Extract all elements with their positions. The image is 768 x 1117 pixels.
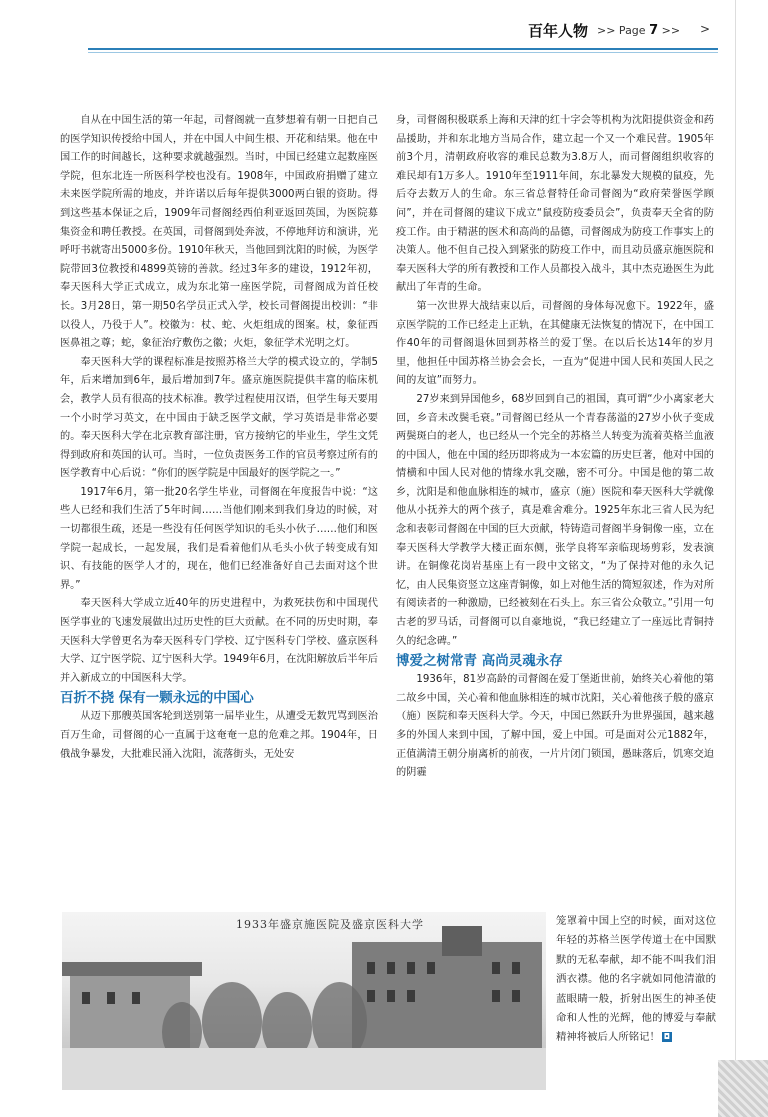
- paragraph: 从迈下那艘英国客轮到送别第一届毕业生，从遭受无数咒骂到医治百万生命，司督阁的心一直属于这奄奄一息的危难之邦。1904年，日俄战争暴发，大批难民涌入沈阳，流落街头，无处安: [60, 711, 378, 760]
- photo-window: [367, 990, 375, 1002]
- left-text-column: [60, 112, 378, 764]
- photo-window: [512, 962, 520, 974]
- photo-building-left-roof: [62, 962, 202, 976]
- photo-window: [427, 962, 435, 974]
- page-prefix: >> Page: [597, 24, 646, 37]
- paragraph: 27岁来到异国他乡，68岁回到自己的祖国，真可谓“少小离家老大回，乡音未改鬓毛衰。”司督阁已经从一个青春荡溢的27岁小伙子变成两鬓斑白的老人，也已经从一个完全的苏格兰人转变为流着英格兰血液的中国人，他在中国的经历即将成为一本宏篇的历史巨著，他对中国的情横和中国人民对他的情缘水乳交融，密不可分。中国是他的第二故乡，沈阳是和他血脉相连的城市，盛京（施）医院和奉天医科大学就像他从小抚养大的两个孩子，真是难舍难分。1925年东北三省人民为纪念和表彰司督阁在中国的巨大贡献，特铸造司督阁半身铜像一座，立在奉天医科大学教学大楼正面东侧，张学良将军亲临现场剪彩，发表演讲。在铜像花岗岩基座上有一段中文铭文，“为了保持对他的永久记忆，由人民集资竖立这座青铜像，如上对他生活的简短叙述，作为对所有阅读者的一种激励，已经被刻在石头上。东三省公众敬立。”引用一句古老的罗马话，司督阁可以自豪地说，“我已经建立了一座远比青铜持久的纪念碑。”: [396, 393, 714, 647]
- header-divider-thin: [88, 52, 718, 53]
- photo-window: [492, 990, 500, 1002]
- page-header: [0, 0, 768, 62]
- next-page-arrow-icon[interactable]: >: [700, 22, 711, 36]
- page-indicator: [597, 23, 680, 38]
- paragraph: 自从在中国生活的第一年起，司督阁就一直梦想着有朝一日把自己的医学知识传授给中国人，并在中国人中间生根、开花和结果。他在中国工作的时间越长，这种要求就越强烈。当时，中国已经建立起数座医学院，但东北连一所医科学校也没有。1908年，中国政府捐赠了建立未来医学院所需的地皮，并许诺以后每年提供3000两白银的资助。得到这些基本保证之后，1909年司督阁经西伯利亚返回英国，为医院募集资金和聘任教授。在英国，司督阁到处奔波，不停地拜访和演讲，光呼吁书就寄出5000多份。1910年秋天，当他回到沈阳的时候，为医学院带回3位教授和4899英镑的善款。经过3年多的建设，1912年初，奉天医科大学正式成立，成为东北第一座医学院，司督阁成为首任校长。3月28日，第一期50名学员正式入学，校长司督阁提出校训：“非以役人，乃役于人”。校徽为：杖、蛇、火炬组成的图案。杖，象征西医鼻祖之尊；蛇，象征治疗敷伤之徽；火炬，象征学术光明之灯。: [60, 115, 378, 350]
- page-suffix: >>: [661, 24, 681, 37]
- photo-window: [407, 962, 415, 974]
- photo-window: [387, 990, 395, 1002]
- photo-window: [107, 992, 115, 1004]
- page-edge-line: [735, 0, 736, 1117]
- article-end-icon: ◘: [663, 1032, 671, 1042]
- closing-paragraph: 笼罩着中国上空的时候，面对这位年轻的苏格兰医学传道士在中国默默的无私奉献，却不能不叫我们泪洒衣襟。他的名字就如同他清澈的蓝眼睛一般，折射出医生的神圣使命和人性的光辉，他的博爱与奉献精神将被后人所铭记！: [556, 915, 716, 1044]
- paragraph: 奉天医科大学的课程标准是按照苏格兰大学的模式设立的，学制5年，后来增加到6年，最后增加到7年。盛京施医院提供丰富的临床机会，教学人员有很高的技术标准。教学过程使用汉语，但学生每天要用一个小时学习英文，在中国由于缺乏医学文献，学习英语是非常必要的。奉天医科大学在北京教育部注册，官方接纳它的毕业生，学生文凭得到政府和英国的认可。当时，一位负责医务工作的官员考察过所有的医学教育中心后说：“你们的医学院是中国最好的医学院之一。”: [60, 356, 378, 480]
- corner-ornament-icon: [718, 1060, 768, 1117]
- side-text-block: [556, 912, 716, 1048]
- header-divider: [88, 48, 718, 50]
- photo-caption: 1933年盛京施医院及盛京医科大学: [236, 918, 424, 931]
- historic-hospital-photo: [62, 912, 546, 1090]
- paragraph: 第一次世界大战结束以后，司督阁的身体每况愈下。1922年，盛京医学院的工作已经走上正轨，在其健康无法恢复的情况下，在中国工作40年的司督阁退休回到苏格兰的爱丁堡。在以后长达14年的岁月里，他担任中国苏格兰协会会长，一直为“促进中国人民和英国人民之间的友谊”而努力。: [396, 300, 714, 387]
- photo-window: [407, 990, 415, 1002]
- photo-window: [367, 962, 375, 974]
- photo-building-tower: [442, 926, 482, 956]
- paragraph: 身，司督阁积极联系上海和天津的红十字会等机构为沈阳提供资金和药品援助，并和东北地方当局合作，建立起一个又一个难民营。1905年前3个月，清朝政府收容的难民总数为3.8万人，而司督阁组织收容的难民却有1万多人。1910年至1911年间，东北暴发大规模的鼠疫，先后夺去数万人的生命。东三省总督特任命司督阁为“政府荣誉医学顾问”，并在司督阁的建议下成立“鼠疫防疫委员会”，负责奉天全省的防疫工作。由于精湛的医术和高尚的品德，司督阁成为防疫工作事实上的决策人。他不但自己投入到紧张的防疫工作中，而且动员盛京施医院和奉天医科大学的所有教授和工作人员都投入战斗，其中杰克逊医生为此献出了年青的生命。: [396, 115, 714, 294]
- photo-window: [82, 992, 90, 1004]
- paragraph: 1917年6月，第一批20名学生毕业，司督阁在年度报告中说：“这些人已经和我们生活了5年时间……当他们刚来到我们身边的时候，对一切都很生疏，还是一些没有任何医学知识的毛头小伙子……他们和医学院一起成长，一起发展，我们是看着他们从毛头小伙子转变成有知识、有技能的医学人才的，现在，他们已经准备好自己去面对这个世界。”: [60, 486, 378, 591]
- photo-window: [132, 992, 140, 1004]
- photo-window: [492, 962, 500, 974]
- paragraph: 1936年，81岁高龄的司督阁在爱丁堡逝世前，始终关心着他的第二故乡中国，关心着和他血脉相连的城市沈阳，关心着他孩子般的盛京（施）医院和奉天医科大学。今天，中国已然跃升为世界强国，越来越多的外国人来到中国，了解中国，爱上中国。可是面对公元1882年，正值满清王朝分崩离析的前夜，一片片闭门锁国，愚昧落后，饥寒交迫的阴霾: [396, 674, 714, 779]
- photo-snow-ground: [62, 1048, 546, 1090]
- section-heading: 百折不挠 保有一颗永远的中国心: [60, 690, 254, 707]
- paragraph: 奉天医科大学成立近40年的历史进程中，为救死扶伤和中国现代医学事业的飞速发展做出过历史性的巨大贡献。在不同的历史时期，奉天医科大学曾更名为奉天医科专门学校、辽宁医科专门学校、盛京医科大学、辽宁医学院、辽宁医科大学。1949年6月，在沈阳解放后半年后并入新成立的中国医科大学。: [60, 598, 378, 684]
- right-text-column: [396, 112, 714, 783]
- photo-window: [512, 990, 520, 1002]
- page-number: 7: [649, 23, 659, 38]
- photo-window: [387, 962, 395, 974]
- section-title: 百年人物: [528, 22, 589, 40]
- section-heading: 博爱之树常青 高尚灵魂永存: [396, 653, 563, 670]
